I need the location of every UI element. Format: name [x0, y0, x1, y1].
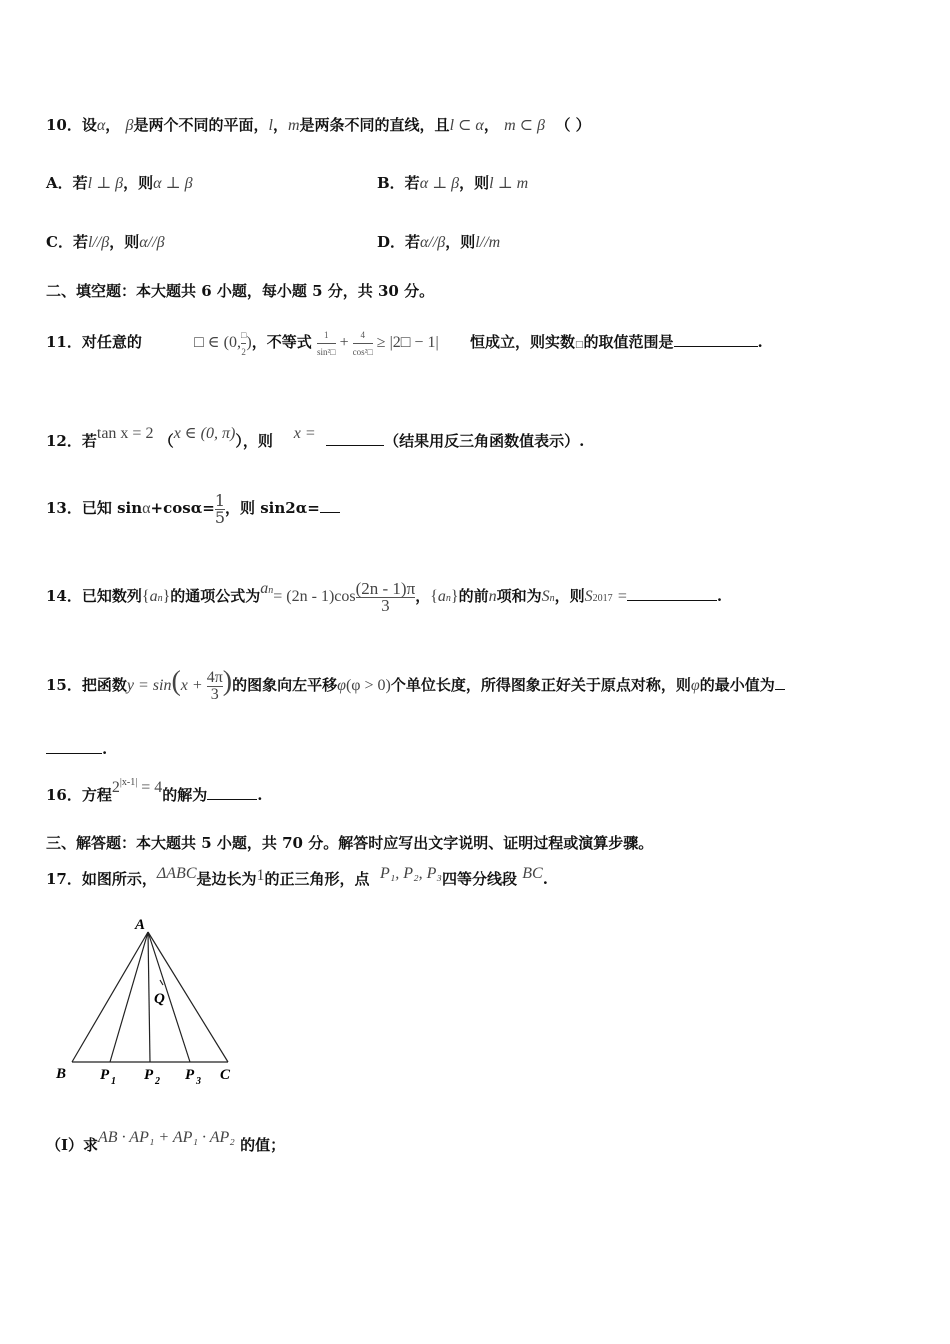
q17-part1: （Ⅰ）求AB · AP₁ + AP₁ · AP₂ 的值；	[46, 1129, 286, 1154]
label-q: Q	[154, 991, 165, 1007]
q10-number: 10．设	[46, 116, 97, 134]
math-l: l	[268, 117, 273, 134]
q12-answer-blank[interactable]	[326, 433, 384, 446]
math-cond2: m ⊂ β	[504, 117, 545, 134]
q17-line: 17．如图所示，ΔABC是边长为1的正三角形，点 P₁, P₂, P₃四等分线段 BC.	[46, 865, 548, 888]
q16-equation: $2^{|x-1|} = 4$	[111, 777, 163, 796]
q13-answer-blank[interactable]	[320, 500, 340, 513]
label-b: B	[56, 1066, 67, 1082]
section-3-heading: 三、解答题：本大题共 5 小题，共 70 分。解答时应写出文字说明、证明过程或演算步骤。	[46, 834, 654, 852]
label-p1-sub: 1	[111, 1076, 116, 1087]
math-cond1: l ⊂ α	[449, 117, 484, 134]
q17-triangle-figure	[50, 912, 250, 1090]
q10-option-b[interactable]: B．若α ⊥ β，则l ⊥ m	[377, 174, 529, 192]
label-p1: P	[100, 1067, 110, 1083]
label-p3: P	[185, 1067, 195, 1083]
segment-ap2	[148, 932, 150, 1062]
q14-formula: an= (2n - 1)cos $\frac{(2n - 1)\pi}{3}$	[260, 578, 416, 615]
label-p2-sub: 2	[155, 1076, 160, 1087]
q14-answer-blank[interactable]	[627, 588, 717, 601]
q15-line: 15．把函数y = sin(x + $\frac{4\pi}{3}$ )的图象向左平移φ(φ > 0)个单位长度，所得图象正好关于原点对称，则φ的最小值为	[46, 652, 785, 716]
q12-cond: x ∈ (0, π)	[173, 425, 236, 442]
q10-option-a[interactable]: A．若l ⊥ β，则α ⊥ β	[46, 174, 193, 192]
q13-line: 13．已知 sinα+cosα= $\frac{1}{5}$ ，则 sin2α=	[46, 483, 340, 534]
math-m: m	[287, 117, 300, 134]
section-2-heading: 二、填空题：本大题共 6 小题，每小题 5 分，共 30 分。	[46, 282, 435, 300]
label-c: C	[220, 1067, 231, 1083]
q10-line: 10．设α， β是两个不同的平面，l，m是两条不同的直线，且l ⊂ α， m ⊂ β （ ）	[46, 116, 591, 134]
q16-line: 16．方程$2^{|x-1|} = 4$的解为 .	[46, 777, 263, 804]
label-p2: P	[144, 1067, 154, 1083]
q17-part1-expr: AB · AP₁ + AP₁ · AP₂	[98, 1129, 235, 1146]
segment-ap1	[110, 932, 148, 1062]
q11-line: 11．对任意的 □ ∈ (0, $\frac{□}{2}$ )，不等式 $\frac{1}{\text{sin²□}}$ + $\frac{4}{\text{cos²□}}$ ≥ |2□ − 1| 恒成立，则实数□的取值范围是 .	[46, 322, 763, 365]
q11-answer-blank[interactable]	[674, 334, 758, 347]
label-a: A	[135, 917, 146, 933]
q15-func: y = sin(x + $\frac{4\pi}{3}$ )	[126, 666, 233, 703]
q-marker	[160, 980, 163, 985]
q10-option-d[interactable]: D．若α//β，则l//m	[377, 233, 501, 251]
q11-domain: □ ∈ (0, $\frac{□}{2}$ )	[194, 334, 252, 351]
q15-blank-line: .	[46, 740, 107, 758]
q10-option-c[interactable]: C．若l//β，则α//β	[46, 233, 165, 251]
math-beta: β	[125, 117, 134, 134]
label-p3-sub: 3	[196, 1076, 201, 1087]
q14-line: 14．已知数列{an}的通项公式为an= (2n - 1)cos $\frac{(2n - 1)\pi}{3}$ ，{an}的前n项和为Sn，则S2017 = .	[46, 578, 723, 615]
q14-seq: {an}	[141, 588, 171, 605]
q12-expr: tan x = 2	[96, 425, 154, 442]
side-ab	[72, 932, 148, 1062]
answer-paren: （ ）	[555, 116, 591, 134]
q15-answer-blank[interactable]	[46, 741, 102, 754]
q12-ans: x =	[293, 425, 316, 442]
math-alpha: α	[96, 117, 106, 134]
q16-answer-blank[interactable]	[207, 787, 257, 800]
q11-inequality: $\frac{1}{\text{sin²□}}$ + $\frac{4}{\text{cos²□}}$ ≥ |2□ − 1|	[317, 334, 439, 351]
q12-line: 12．若tan x = 2 （x ∈ (0, π)），则 x = （结果用反三角函数值表示）.	[46, 425, 585, 450]
